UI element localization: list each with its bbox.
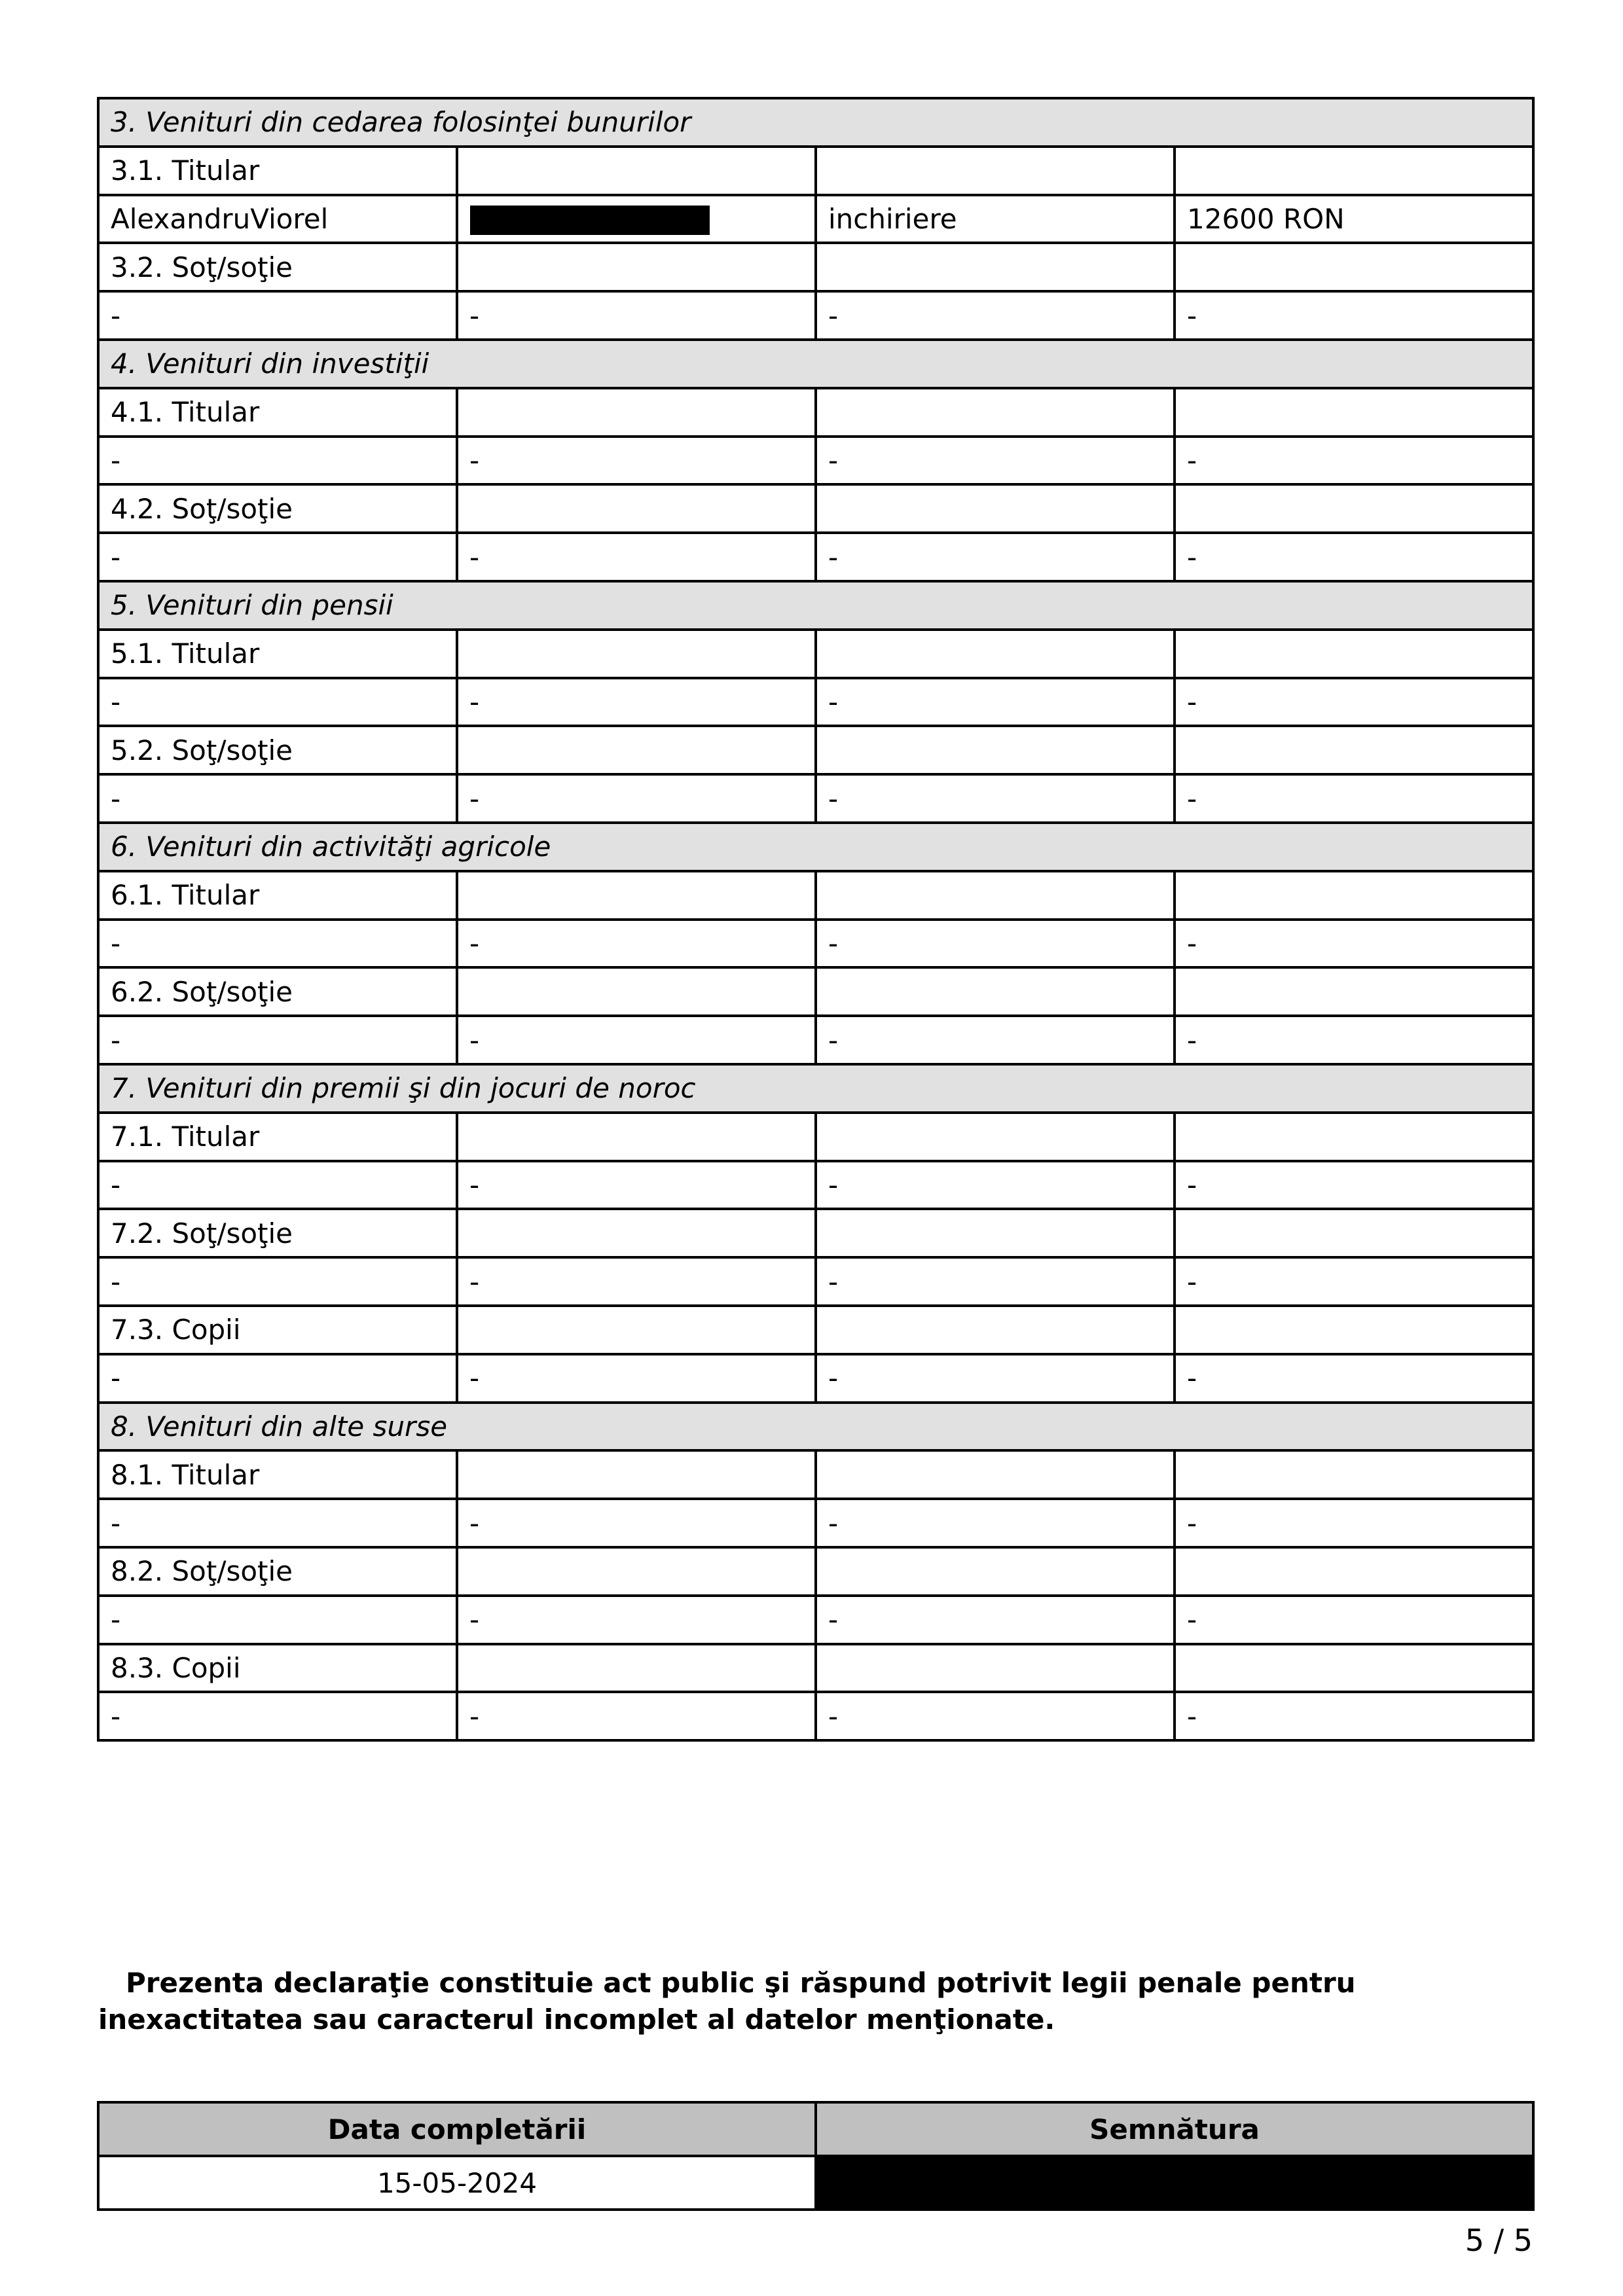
- section-header-row: [98, 1064, 1533, 1113]
- section-header-row: [98, 340, 1533, 388]
- empty-cell: [816, 243, 1175, 291]
- income-entry-row: [98, 195, 1533, 243]
- table-cell: -: [98, 1016, 457, 1064]
- table-cell: -: [1175, 1257, 1533, 1306]
- subsection-row: [98, 967, 1533, 1016]
- section-title: 6. Venituri din activităţi agricole: [98, 823, 1533, 871]
- subsection-label: 3.1. Titular: [98, 147, 457, 195]
- subsection-row: [98, 147, 1533, 195]
- table-cell: -: [98, 774, 457, 823]
- subsection-row: [98, 1306, 1533, 1354]
- empty-cell: [1175, 871, 1533, 920]
- section-title: 8. Venituri din alte surse: [98, 1403, 1533, 1451]
- empty-cell: [1175, 1547, 1533, 1596]
- subsection-row: [98, 484, 1533, 533]
- empty-cell: [457, 1450, 816, 1499]
- empty-entry-row: [98, 437, 1533, 485]
- table-cell: -: [457, 1692, 816, 1740]
- subsection-label: 8.3. Copii: [98, 1644, 457, 1693]
- empty-entry-row: [98, 1596, 1533, 1644]
- section-title: 5. Venituri din pensii: [98, 581, 1533, 630]
- table-cell: -: [98, 1499, 457, 1547]
- subsection-label: 6.2. Soţ/soţie: [98, 967, 457, 1016]
- empty-cell: [1175, 726, 1533, 774]
- table-cell: -: [98, 1596, 457, 1644]
- table-cell: -: [1175, 678, 1533, 726]
- table-cell: -: [457, 920, 816, 968]
- empty-cell: [1175, 388, 1533, 437]
- empty-cell: [1175, 1209, 1533, 1257]
- subsection-label: 5.1. Titular: [98, 630, 457, 678]
- subsection-row: [98, 726, 1533, 774]
- section-header-row: [98, 823, 1533, 871]
- empty-entry-row: [98, 291, 1533, 340]
- table-cell: -: [457, 1257, 816, 1306]
- signature-table: [97, 2101, 1535, 2211]
- empty-cell: [816, 1450, 1175, 1499]
- table-cell: -: [816, 1596, 1175, 1644]
- completion-date: 15-05-2024: [98, 2156, 816, 2210]
- empty-cell: [816, 484, 1175, 533]
- table-cell: -: [1175, 437, 1533, 485]
- empty-cell: [457, 871, 816, 920]
- table-cell: -: [1175, 774, 1533, 823]
- section-title: 7. Venituri din premii şi din jocuri de noroc: [98, 1064, 1533, 1113]
- section-header-row: [98, 1403, 1533, 1451]
- table-cell: -: [457, 1016, 816, 1064]
- subsection-row: [98, 1450, 1533, 1499]
- table-cell: -: [816, 533, 1175, 581]
- empty-entry-row: [98, 1016, 1533, 1064]
- subsection-label: 5.2. Soţ/soţie: [98, 726, 457, 774]
- table-cell: -: [1175, 920, 1533, 968]
- table-cell: -: [457, 774, 816, 823]
- table-cell: -: [816, 291, 1175, 340]
- empty-cell: [457, 726, 816, 774]
- table-cell: -: [457, 1354, 816, 1403]
- table-cell: -: [457, 437, 816, 485]
- table-cell: 12600 RON: [1175, 195, 1533, 243]
- signature-table-header: [98, 2102, 1533, 2156]
- table-cell: -: [816, 1692, 1175, 1740]
- table-cell: -: [98, 920, 457, 968]
- table-cell: -: [816, 1354, 1175, 1403]
- empty-cell: [1175, 147, 1533, 195]
- table-cell: -: [98, 1257, 457, 1306]
- table-cell: -: [816, 920, 1175, 968]
- table-cell: -: [457, 291, 816, 340]
- table-cell: -: [816, 1499, 1175, 1547]
- signature-header: Semnătura: [816, 2102, 1533, 2156]
- table-cell: -: [98, 533, 457, 581]
- table-cell: -: [816, 774, 1175, 823]
- subsection-label: 6.1. Titular: [98, 871, 457, 920]
- subsection-row: [98, 388, 1533, 437]
- section-title: 4. Venituri din investiţii: [98, 340, 1533, 388]
- empty-entry-row: [98, 533, 1533, 581]
- table-cell: -: [457, 1499, 816, 1547]
- section-header-row: [98, 581, 1533, 630]
- income-table: [97, 97, 1535, 1742]
- empty-cell: [816, 147, 1175, 195]
- table-cell: -: [98, 1354, 457, 1403]
- empty-cell: [1175, 1450, 1533, 1499]
- redaction-box: [470, 206, 710, 235]
- table-cell: -: [1175, 533, 1533, 581]
- subsection-row: [98, 1547, 1533, 1596]
- empty-entry-row: [98, 920, 1533, 968]
- empty-cell: [1175, 243, 1533, 291]
- empty-cell: [816, 871, 1175, 920]
- empty-cell: [457, 1209, 816, 1257]
- empty-cell: [1175, 1113, 1533, 1161]
- empty-cell: [816, 388, 1175, 437]
- subsection-row: [98, 243, 1533, 291]
- subsection-row: [98, 1644, 1533, 1693]
- table-cell: -: [1175, 1354, 1533, 1403]
- empty-cell: [1175, 484, 1533, 533]
- subsection-label: 8.1. Titular: [98, 1450, 457, 1499]
- table-cell: -: [1175, 1016, 1533, 1064]
- redacted-cell: [457, 195, 816, 243]
- subsection-row: [98, 871, 1533, 920]
- empty-entry-row: [98, 678, 1533, 726]
- empty-cell: [816, 1113, 1175, 1161]
- empty-cell: [816, 726, 1175, 774]
- redacted-signature: [816, 2156, 1533, 2210]
- table-cell: -: [98, 1692, 457, 1740]
- subsection-row: [98, 630, 1533, 678]
- table-cell: -: [98, 678, 457, 726]
- subsection-row: [98, 1209, 1533, 1257]
- empty-cell: [457, 630, 816, 678]
- table-cell: AlexandruViorel: [98, 195, 457, 243]
- subsection-label: 8.2. Soţ/soţie: [98, 1547, 457, 1596]
- page-number: 5 / 5: [1465, 2223, 1533, 2258]
- empty-cell: [457, 243, 816, 291]
- empty-entry-row: [98, 774, 1533, 823]
- empty-cell: [1175, 630, 1533, 678]
- empty-cell: [457, 388, 816, 437]
- subsection-label: 4.2. Soţ/soţie: [98, 484, 457, 533]
- empty-cell: [816, 1644, 1175, 1693]
- empty-entry-row: [98, 1692, 1533, 1740]
- signature-table-row: [98, 2156, 1533, 2210]
- table-cell: -: [457, 1596, 816, 1644]
- empty-cell: [457, 1113, 816, 1161]
- empty-cell: [457, 1644, 816, 1693]
- empty-cell: [457, 967, 816, 1016]
- subsection-row: [98, 1113, 1533, 1161]
- income-table-body: [98, 98, 1533, 1740]
- table-cell: -: [98, 1161, 457, 1210]
- empty-cell: [457, 1547, 816, 1596]
- table-cell: inchiriere: [816, 195, 1175, 243]
- table-cell: -: [816, 1016, 1175, 1064]
- empty-entry-row: [98, 1257, 1533, 1306]
- table-cell: -: [98, 291, 457, 340]
- empty-cell: [457, 484, 816, 533]
- empty-cell: [816, 1306, 1175, 1354]
- table-cell: -: [457, 533, 816, 581]
- empty-cell: [816, 1209, 1175, 1257]
- empty-entry-row: [98, 1499, 1533, 1547]
- table-cell: -: [1175, 291, 1533, 340]
- subsection-label: 3.2. Soţ/soţie: [98, 243, 457, 291]
- table-cell: -: [816, 1257, 1175, 1306]
- table-cell: -: [816, 437, 1175, 485]
- subsection-label: 7.2. Soţ/soţie: [98, 1209, 457, 1257]
- table-cell: -: [1175, 1499, 1533, 1547]
- legal-statement: [98, 1965, 1539, 2038]
- table-cell: -: [816, 678, 1175, 726]
- section-title: 3. Venituri din cedarea folosinţei bunurilor: [98, 98, 1533, 147]
- empty-cell: [1175, 1306, 1533, 1354]
- table-cell: -: [98, 437, 457, 485]
- empty-entry-row: [98, 1354, 1533, 1403]
- subsection-label: 4.1. Titular: [98, 388, 457, 437]
- table-cell: -: [457, 1161, 816, 1210]
- empty-cell: [457, 147, 816, 195]
- section-header-row: [98, 98, 1533, 147]
- empty-cell: [1175, 967, 1533, 1016]
- date-header: Data completării: [98, 2102, 816, 2156]
- empty-entry-row: [98, 1161, 1533, 1210]
- empty-cell: [816, 630, 1175, 678]
- empty-cell: [457, 1306, 816, 1354]
- empty-cell: [816, 1547, 1175, 1596]
- table-cell: -: [1175, 1596, 1533, 1644]
- table-cell: -: [1175, 1692, 1533, 1740]
- legal-statement-text: Prezenta declaraţie constituie act public şi răspund potrivit legii penale pentru inexactitatea sau caracterul incomplet al datelor menţionate.: [98, 1967, 1356, 2036]
- empty-cell: [816, 967, 1175, 1016]
- table-cell: -: [457, 678, 816, 726]
- table-cell: -: [816, 1161, 1175, 1210]
- subsection-label: 7.1. Titular: [98, 1113, 457, 1161]
- empty-cell: [1175, 1644, 1533, 1693]
- table-cell: -: [1175, 1161, 1533, 1210]
- subsection-label: 7.3. Copii: [98, 1306, 457, 1354]
